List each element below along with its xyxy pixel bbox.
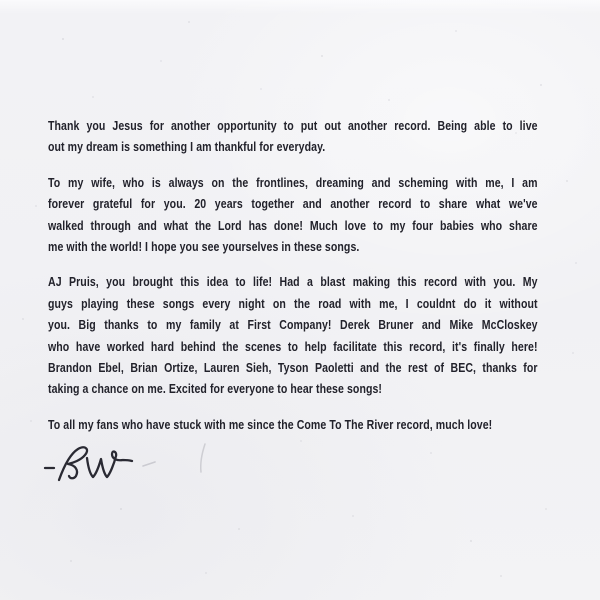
- text-line: guys playing these songs every night on the road with me, I couldnt do it without: [48, 295, 538, 311]
- pencil-smudge-dash: [143, 462, 155, 466]
- text-line: you. Big thanks to my family at First Company! Derek Bruner and Mike McCloskey: [48, 317, 538, 333]
- signature-letter-w: [87, 452, 132, 477]
- text-line: AJ Pruis, you brought this idea to life! Had a blast making this record with you. My: [48, 274, 538, 290]
- thank-you-notes: [48, 115, 538, 449]
- text-line: me with the world! I hope you see yourselves in these songs.: [48, 239, 360, 255]
- signature-rw: [40, 438, 220, 486]
- text-line: who have worked hard behind the scenes to help facilitate this record, it's finally here!: [48, 338, 538, 354]
- signature-letter-r: [59, 447, 87, 480]
- pencil-smudge-slash: [201, 444, 205, 472]
- text-line: Thank you Jesus for another opportunity to put out another record. Being able to live: [48, 118, 538, 133]
- text-line: out my dream is something I am thankful for everyday.: [48, 139, 326, 155]
- paragraph-fans: [48, 414, 538, 435]
- text-line: To my wife, who is always on the frontlines, dreaming and scheming with me, I am: [48, 174, 538, 190]
- text-line: To all my fans who have stuck with me since the Come To The River record, much love!: [48, 416, 493, 432]
- paragraph-thanks-jesus: [48, 115, 538, 158]
- text-line: forever grateful for you. 20 years together and another record to share what we've: [48, 196, 538, 212]
- text-line: walked through and what the Lord has done! Much love to my four babies who share: [48, 217, 538, 233]
- paragraph-collaborators: [48, 271, 538, 399]
- paragraph-wife-family: [48, 172, 538, 258]
- text-line: taking a chance on me. Excited for everyone to hear these songs!: [48, 381, 383, 397]
- text-line: Brandon Ebel, Brian Ortize, Lauren Sieh, Tyson Paoletti and the rest of BEC, thanks for: [48, 360, 538, 376]
